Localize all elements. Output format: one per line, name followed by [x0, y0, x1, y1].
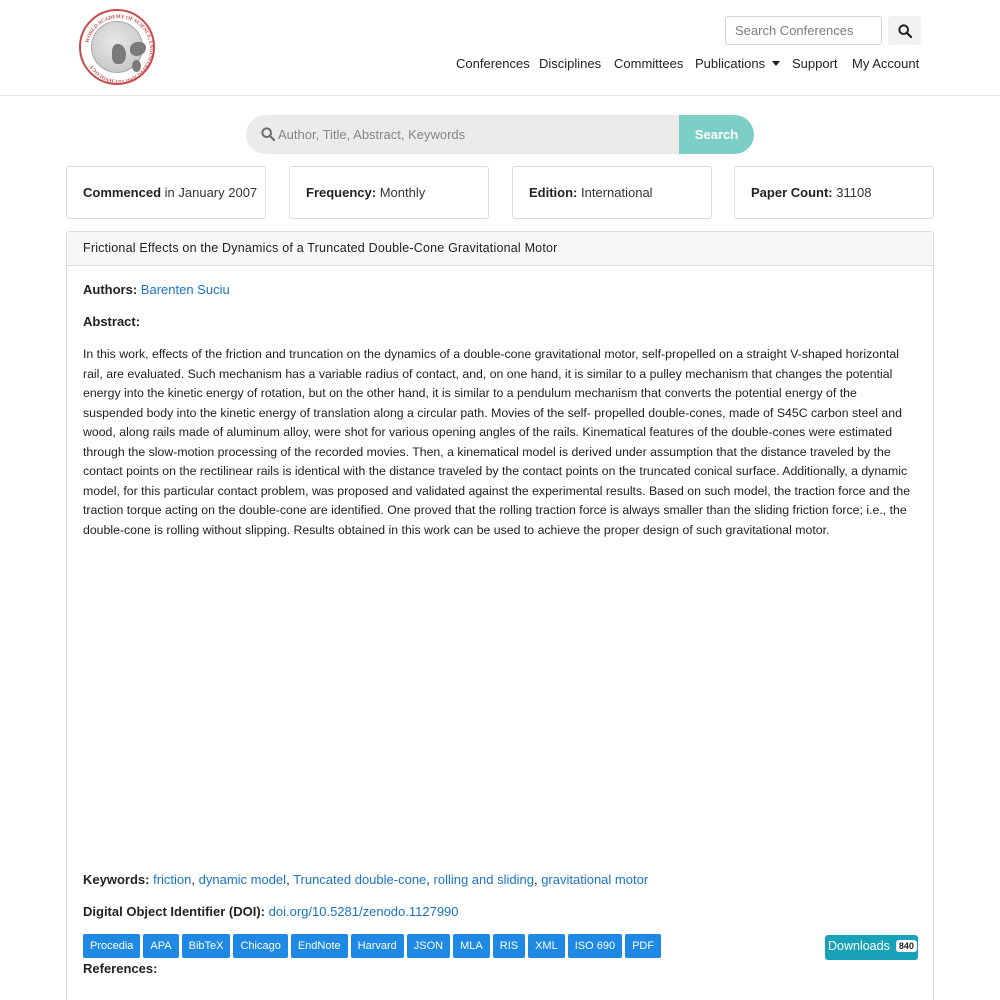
search-icon [898, 24, 912, 38]
stat-commenced [66, 166, 266, 219]
stat-value: Monthly [379, 185, 426, 200]
authors-line [83, 282, 230, 297]
doi-link[interactable]: doi.org/10.5281/zenodo.1127990 [268, 904, 459, 919]
doi-line [83, 904, 459, 919]
main-search-bar [246, 115, 680, 154]
cite-iso690-button[interactable]: ISO 690 [568, 934, 622, 958]
citation-format-buttons [83, 934, 661, 958]
authors-label: Authors: [83, 282, 138, 297]
keyword-link[interactable]: Truncated double-cone [293, 872, 427, 887]
main-search-button[interactable]: Search [679, 115, 754, 154]
downloads-count-badge: 840 [896, 940, 917, 952]
stat-value: in January 2007 [164, 185, 258, 200]
cite-mla-button[interactable]: MLA [453, 934, 490, 958]
stat-label: Frequency: [306, 185, 377, 200]
nav-support[interactable]: Support [792, 56, 838, 71]
keywords-label: Keywords: [83, 872, 150, 887]
keywords-line: Keywords: friction, dynamic model, Truncated double-cone, rolling and sliding, gravitational motor [83, 872, 649, 887]
keyword-link[interactable]: friction [153, 872, 192, 887]
stat-paper-count [734, 166, 934, 219]
stat-label: Paper Count: [751, 185, 833, 200]
nav-disciplines[interactable]: Disciplines [539, 56, 602, 71]
stat-label: Edition: [529, 185, 578, 200]
author-link[interactable]: Barenten Suciu [140, 282, 230, 297]
downloads-label: Downloads [828, 939, 890, 953]
search-icon [261, 127, 275, 141]
keyword-link[interactable]: rolling and sliding [433, 872, 534, 887]
conference-search-input[interactable] [725, 16, 882, 45]
paper-card [66, 231, 934, 1000]
nav-conferences[interactable]: Conferences [456, 56, 530, 71]
cite-harvard-button[interactable]: Harvard [351, 934, 404, 958]
stat-value: International [581, 185, 653, 200]
stat-frequency [289, 166, 489, 219]
cite-bibtex-button[interactable]: BibTeX [182, 934, 231, 958]
nav-publications[interactable] [695, 56, 780, 74]
logo-lettering [81, 11, 157, 87]
downloads-button[interactable] [825, 935, 918, 960]
site-logo[interactable] [79, 9, 155, 85]
nav-committees[interactable]: Committees [614, 56, 684, 71]
cite-xml-button[interactable]: XML [528, 934, 565, 958]
paper-title: Frictional Effects on the Dynamics of a Truncated Double-Cone Gravitational Motor [67, 232, 933, 266]
keyword-link[interactable]: dynamic model [198, 872, 287, 887]
cite-pdf-button[interactable]: PDF [625, 934, 661, 958]
caret-down-icon [772, 61, 780, 66]
nav-publications-label: Publications [695, 56, 766, 71]
references-label: References: [83, 961, 158, 976]
conference-search-button[interactable] [888, 16, 921, 45]
abstract-text: In this work, effects of the friction and truncation on the dynamics of a double-cone gravitational motor, self-propelled on a straight V-shaped horizontal rail, are evaluated. Such mechanism has a variable radius of contact, and, on one hand, it is similar to a pulley mechanism that changes the potential energy into the kinetic energy of rotation, but on the other hand, it is similar to a pendulum mechanism that converts the potential energy of the suspended body into the kinetic energy of translation along a circular path. Movies of the self- propelled double-cones, made of S45C carbon steel and wood, along rails made of aluminum alloy, were shot for various opening angles of the rails. Kinematical features of the double-cones were estimated through the slow-motion processing of the recorded movies. Then, a kinematical model is derived under assumption that the distance traveled by the contact points on the rectilinear rails is identical with the distance traveled by the contact points on the truncated conical surface. Additionally, a dynamic model, for this particular contact problem, was proposed and validated against the experimental results. Based on such model, the traction force and the traction torque acting on the double-cone are identified. One proved that the rolling traction force is always smaller than the sliding friction force; i.e., the double-cone is rolling without slipping. Results obtained in this work can be used to achieve the proper design of such gravitational motor. [83, 347, 911, 537]
cite-procedia-button[interactable]: Procedia [83, 934, 140, 958]
main-search-input[interactable] [278, 115, 668, 154]
abstract-label: Abstract: [83, 314, 141, 329]
stat-label: Commenced [83, 185, 162, 200]
cite-apa-button[interactable]: APA [143, 934, 178, 958]
nav-my-account[interactable]: My Account [852, 56, 920, 71]
doi-label: Digital Object Identifier (DOI): [83, 904, 266, 919]
stat-edition [512, 166, 712, 219]
svg-text:WORLD ACADEMY OF SCIENCE, ENGI: WORLD ACADEMY OF SCIENCE, ENGINEERING AND TECHNOLOGY [84, 13, 155, 85]
cite-json-button[interactable]: JSON [407, 934, 450, 958]
keyword-link[interactable]: gravitational motor [541, 872, 649, 887]
stat-value: 31108 [836, 185, 872, 200]
cite-ris-button[interactable]: RIS [493, 934, 525, 958]
site-header [0, 0, 1000, 96]
cite-chicago-button[interactable]: Chicago [233, 934, 287, 958]
cite-endnote-button[interactable]: EndNote [291, 934, 348, 958]
abstract-heading [83, 314, 140, 329]
references-heading [83, 961, 157, 976]
